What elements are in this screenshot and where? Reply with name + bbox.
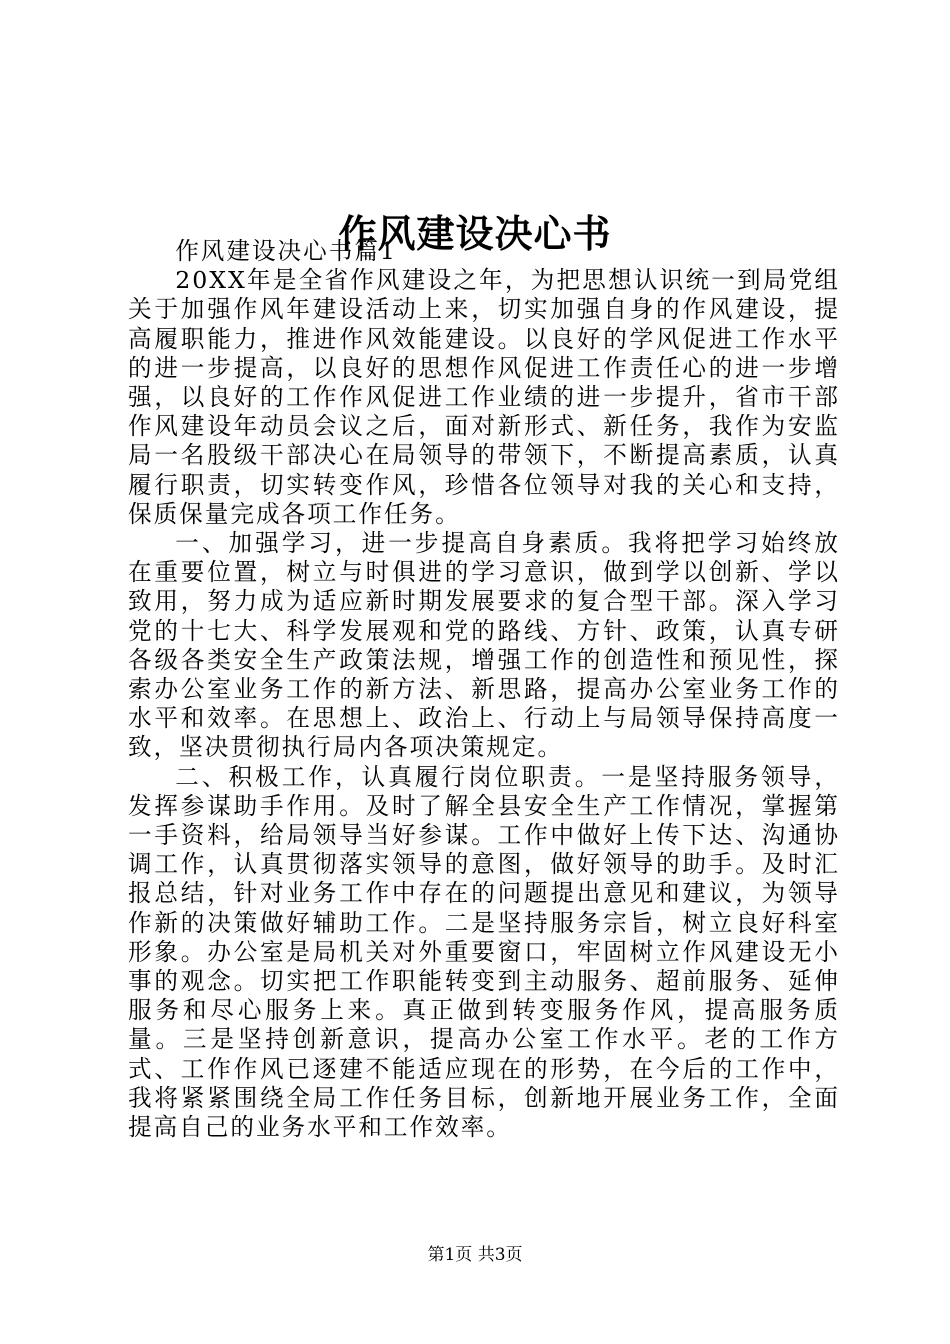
- page-number-footer: 第1页 共3页: [427, 1245, 523, 1265]
- document-title: 作风建设决心书: [338, 211, 612, 257]
- document-body: [128, 237, 840, 1142]
- paragraph-intro: 20XX年是全省作风建设之年，为把思想认识统一到局党组关于加强作风年建设活动上来，切实加强自身的作风建设，提高履职能力，推进作风效能建设。以良好的学风促进工作水平的进一步提高，以良好的思想作风促进工作责任心的进一步增强，以良好的工作作风促进工作业绩的进一步提升，省市干部作风建设年动员会议之后，面对新形式、新任务，我作为安监局一名股级干部决心在局领导的带领下，不断提高素质，认真履行职责，切实转变作风，珍惜各位领导对我的关心和支持，保质保量完成各项工作任务。: [128, 266, 840, 528]
- section-heading: 作风建设决心书篇1: [175, 237, 397, 265]
- paragraph-point-two: 二、积极工作，认真履行岗位职责。一是坚持服务领导，发挥参谋助手作用。及时了解全县安全生产工作情况，掌握第一手资料，给局领导当好参谋。工作中做好上传下达、沟通协调工作，认真贯彻落实领导的意图，做好领导的助手。及时汇报总结，针对业务工作中存在的问题提出意见和建议，为领导作新的决策做好辅助工作。二是坚持服务宗旨，树立良好科室形象。办公室是局机关对外重要窗口，牢固树立作风建设无小事的观念。切实把工作职能转变到主动服务、超前服务、延伸服务和尽心服务上来。真正做到转变服务作风，提高服务质量。三是坚持创新意识，提高办公室工作水平。老的工作方式、工作作风已逐建不能适应现在的形势，在今后的工作中，我将紧紧围绕全局工作任务目标，创新地开展业务工作，全面提高自己的业务水平和工作效率。: [128, 762, 840, 1142]
- paragraph-point-one: 一、加强学习，进一步提高自身素质。我将把学习始终放在重要位置，树立与时俱进的学习意识，做到学以创新、学以致用，努力成为适应新时期发展要求的复合型干部。深入学习党的十七大、科学发展观和党的路线、方针、政策，认真专研各级各类安全生产政策法规，增强工作的创造性和预见性，探索办公室业务工作的新方法、新思路，提高办公室业务工作的水平和效率。在思想上、政治上、行动上与局领导保持高度一致，坚决贯彻执行局内各项决策规定。: [128, 529, 840, 762]
